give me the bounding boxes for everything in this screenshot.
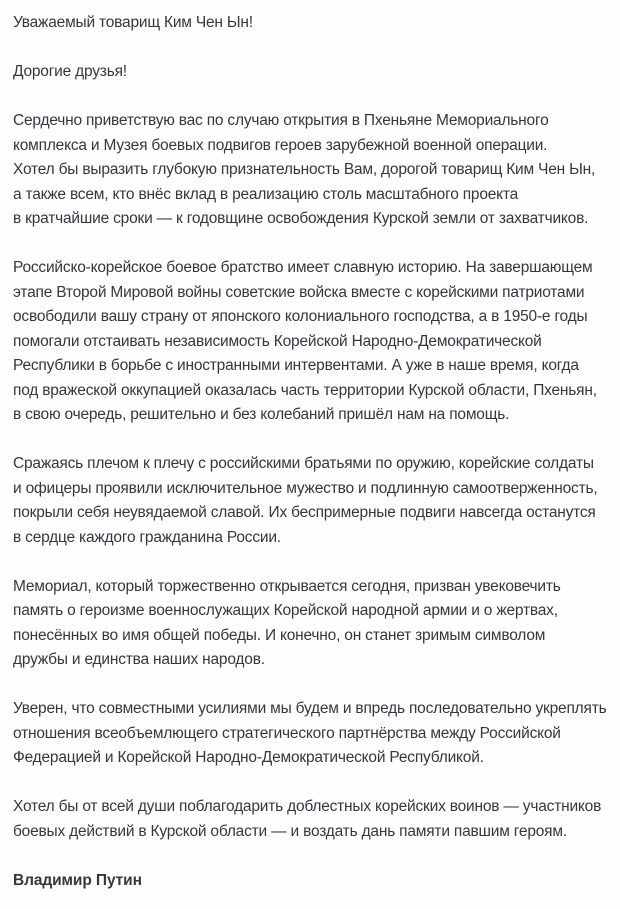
letter-paragraph-gratitude: Хотел бы от всей души поблагодарить доблестных корейских воинов — участников боевых действий в Курской области — и воздать дань памяти павшим героям. (13, 798, 602, 840)
letter-paragraph-memorial: Мемориал, который торжественно открывается сегодня, призван увековечить память о героизме военнослужащих Корейской народной армии и о жертвах, понесённых во имя общей победы. И конечно, он станет зримым символом дружбы и единства наших народов. (13, 577, 561, 668)
letter-signature: Владимир Путин (13, 871, 142, 889)
letter-paragraph-partnership: Уверен, что совместными усилиями мы будем и впредь последовательно укреплять отношения всеобъемлющего стратегического партнёрства между Российской Федерацией и Корейской Народно-Демократической Республикой. (13, 700, 607, 766)
letter-salutation: Уважаемый товарищ Ким Чен Ын! (13, 14, 253, 31)
letter-greeting: Дорогие друзья! (13, 63, 127, 80)
letter-paragraph-valor: Сражаясь плечом к плечу с российскими братьями по оружию, корейские солдаты и офицеры проявили исключительное мужество и подлинную самоотверженность, покрыли себя неувядаемой славой. Их беспримерные подвиги навсегда останутся в сердце каждого гражданина России. (13, 455, 598, 546)
letter-paragraph-history: Российско-корейское боевое братство имеет славную историю. На завершающем этапе Второй Мировой войны советские войска вместе с корейскими патриотами освободили вашу страну от японского колониального господства, а в 1950-е годы помогали отстаивать независимость Корейской Народно-Демократической Республики в борьбе с иностранными интервентами. А уже в наше время, когда под вражеской оккупацией оказалась часть территории Курской области, Пхеньян, в свою очередь, решительно и без колебаний пришёл нам на помощь. (13, 259, 597, 423)
letter-paragraph-opening: Сердечно приветствую вас по случаю открытия в Пхеньяне Мемориального комплекса и Музея боевых подвигов героев зарубежной военной операции. Хотел бы выразить глубокую признательность Вам, дорогой товарищ Ким Чен Ын, а также всем, кто внёс вклад в реализацию столь масштабного проекта в кратчайшие сроки — к годовщине освобождения Курской земли от захватчиков. (13, 112, 596, 227)
